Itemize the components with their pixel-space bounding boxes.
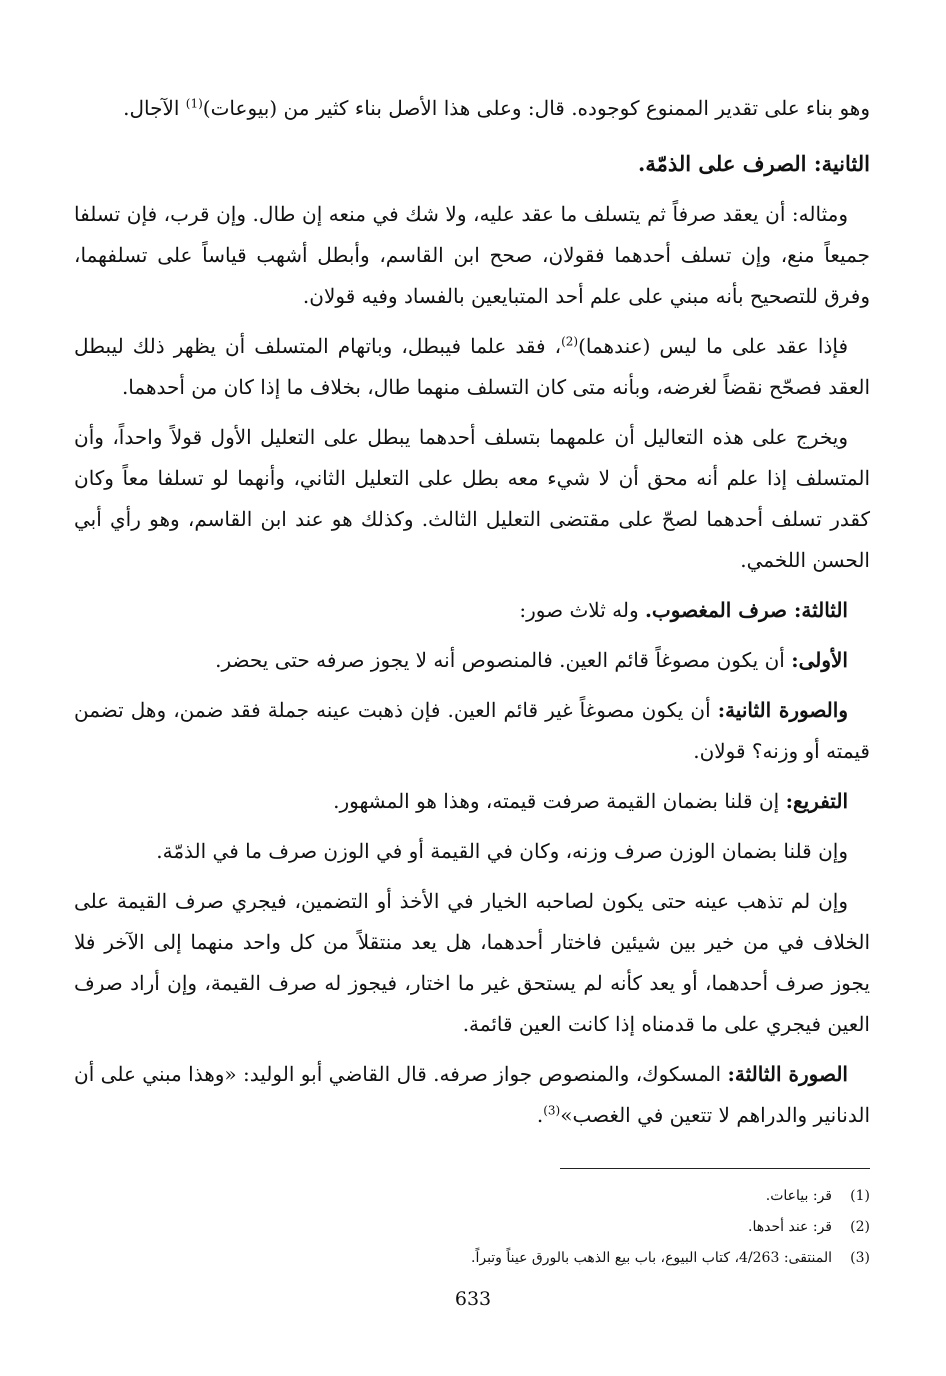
paragraph-text: وله ثلاث صور:: [519, 598, 645, 622]
paragraph-text: إن قلنا بضمان القيمة صرفت قيمته، وهذا هو المشهور.: [333, 789, 786, 813]
footnote-text: المنتقى: 4/263، كتاب البيوع، باب بيع الذهب بالورق عيناً وتبراً.: [471, 1250, 832, 1266]
paragraph-text: أن يكون مصوغاً قائم العين. فالمنصوص أنه لا يجوز صرفه حتى يحضر.: [215, 648, 792, 672]
paragraph-text: وإن قلنا بضمان الوزن صرف وزنه، وكان في القيمة أو في الوزن صرف ما في الذمّة.: [156, 839, 848, 863]
paragraph: [74, 881, 870, 1045]
footnotes: [74, 1181, 870, 1274]
paragraph-term: الثالثة: صرف المغصوب.: [644, 598, 848, 622]
paragraph: [74, 417, 870, 581]
paragraph-text: أن يكون مصوغاً غير قائم العين. فإن ذهبت عينه جملة فقد ضمن، وهل تضمن قيمته أو وزنه؟ قولان.: [74, 698, 870, 763]
footnote-number: (1): [850, 1188, 870, 1204]
paragraph-text-after-note: .: [536, 1103, 544, 1127]
paragraph-text: المسكوك، والمنصوص جواز صرفه. قال القاضي أبو الوليد: «وهذا مبني على أن الدنانير والدراهم لا تتعين في الغصب»: [74, 1062, 870, 1127]
body-text: [74, 88, 870, 1136]
paragraph-text: ومثاله: أن يعقد صرفاً ثم يتسلف ما عقد عليه، ولا شك في منعه إن طال. وإن قرب، فإن تسلفا جميعاً منع، وإن تسلف أحدهما فقولان، صحح ابن القاسم، وأبطل أشهب قياساً على تسلفهما، وفرق للتصحيح بأنه مبني على علم أحد المتبايعين بالفساد وفيه قولان.: [74, 202, 870, 308]
section-heading: الثانية: الصرف على الذمّة.: [638, 151, 870, 176]
paragraph: [74, 194, 870, 317]
footnote-number: (2): [850, 1219, 870, 1235]
paragraph-term: الصورة الثالثة:: [727, 1062, 848, 1086]
page-number: 633: [454, 1288, 492, 1310]
paragraph: [74, 781, 870, 822]
paragraph: [74, 690, 870, 772]
footnote: [74, 1181, 870, 1212]
paragraph-text: ويخرج على هذه التعاليل أن علمهما بتسلف أحدهما يبطل على التعليل الأول قولاً واحداً، وأن المتسلف إذا علم أنه محق أن لا شيء معه بطل على التعليل الثاني، وأنهما لو تسلفا معاً وكان كقدر تسلف أحدهما لصحّ على مقتضى التعليل الثالث. وكذلك هو عند ابن القاسم، وهو رأي أبي الحسن اللخمي.: [74, 425, 870, 572]
footnote-marker: (2): [561, 334, 579, 349]
paragraph: [74, 88, 870, 129]
footnote-text: قر: بياعات.: [765, 1188, 832, 1204]
footnote: [74, 1243, 870, 1274]
footnote-number: (3): [850, 1250, 870, 1266]
footnote-text: قر: عند أحدها.: [748, 1219, 832, 1235]
paragraph-text: وإن لم تذهب عينه حتى يكون لصاحبه الخيار في الأخذ أو التضمين، فيجري صرف القيمة على الخلاف في من خير بين شيئين فاختار أحدهما، هل يعد منتقلاً من كل واحد منهما إلى الآخر فلا يجوز صرف أحدهما، أو يعد كأنه لم يستحق غير ما اختار، فيجوز له صرف القيمة، وإن أراد صرف العين فيجري على ما قدمناه إذا كانت العين قائمة.: [74, 889, 870, 1036]
paragraph-term: التفريع:: [785, 789, 848, 813]
paragraph-text: فإذا عقد على ما ليس (عندهما): [578, 334, 849, 358]
paragraph: [74, 590, 870, 631]
paragraph: [74, 1054, 870, 1136]
paragraph-text-after-note: ، فقد علما فيبطل، وباتهام المتسلف أن يظهر ذلك ليبطل العقد فصحّح نقضاً لغرضه، وبأنه متى كان التسلف منهما طال، بخلاف ما إذا كان من أحدهما.: [74, 334, 870, 399]
paragraph: [74, 326, 870, 408]
footnote: [74, 1212, 870, 1243]
paragraph-text-after-note: الآجال.: [123, 96, 186, 120]
paragraph-term: الأولى:: [791, 648, 848, 672]
footnote-marker: (3): [543, 1103, 561, 1118]
paragraph-term: والصورة الثانية:: [717, 698, 848, 722]
paragraph-text: وهو بناء على تقدير الممنوع كوجوده. قال: وعلى هذا الأصل بناء كثير من (بيوعات): [202, 96, 870, 120]
footnote-divider: [560, 1168, 870, 1169]
footnote-marker: (1): [185, 96, 203, 111]
paragraph: [74, 831, 870, 872]
paragraph: [74, 640, 870, 681]
